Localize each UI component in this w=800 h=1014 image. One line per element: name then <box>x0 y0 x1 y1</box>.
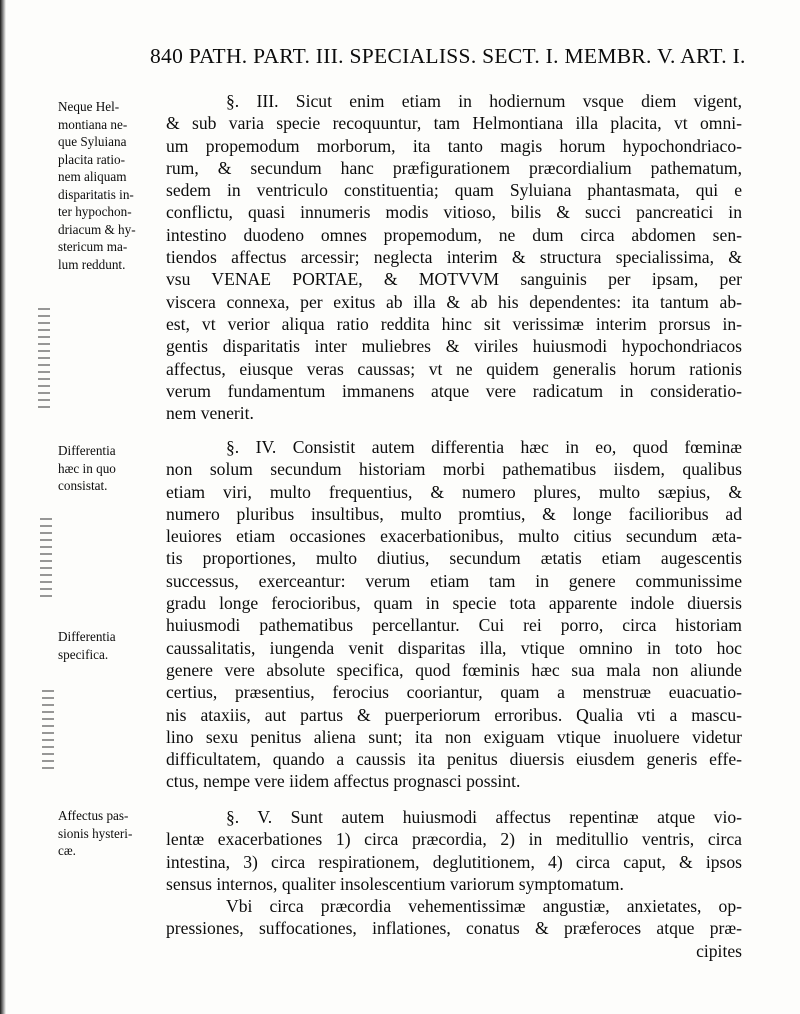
text-line: sedem in ventriculo constituentia; quam Syluiana phantasmata, qui e <box>166 180 742 201</box>
text-line: rum, & secundum hanc præfigurationem præcordialium pathematum, <box>166 157 742 178</box>
text-line: difficultatem, quando a caussis ita penitus diuersis eiusdem generis effe- <box>166 749 742 770</box>
paragraph-section-4 <box>166 436 742 793</box>
margin-note-differentia-specifica: Differentia specifica. <box>58 629 116 662</box>
catchword: cipites <box>696 940 742 961</box>
text-line: §. V. Sunt autem huiusmodi affectus repentinæ atque vio- <box>226 807 742 827</box>
text-line: genere vere absolute specifica, quod fœminis hæc sua mala non aliunde <box>166 659 742 680</box>
text-line: viscera connexa, per exitus ab illa & ab his dependentes: ita tantum ab- <box>166 291 742 312</box>
margin-note-differentia-haec: Differentia hæc in quo consistat. <box>58 443 116 493</box>
text-line: nis ataxiis, aut partus & puerperiorum erroribus. Qualia vti a mascu- <box>166 704 742 725</box>
text-line: Vbi circa præcordia vehementissimæ angustiæ, anxietates, op- <box>226 896 742 917</box>
text-line: intestino duodeno omnes propemodum, ne dum circa abdomen sen- <box>166 224 742 245</box>
text-line: tiendos affectus arcessir; neglecta interim & structura specialissima, & <box>166 247 742 268</box>
text-line: gentis disparitatis inter muliebres & viriles huiusmodi hypochondriacos <box>166 336 742 357</box>
paragraph-section-3 <box>166 90 742 424</box>
text-line: gradu longe ferocioribus, quam in specie tota apparente indole diuersis <box>166 593 742 614</box>
text-line: etiam viri, multo frequentius, & numero plures, multo sæpius, & <box>166 481 742 502</box>
text-line: pressiones, suffocationes, inflationes, conatus & præferoces atque præ- <box>166 918 742 939</box>
text-line: caussalitatis, iungenda venit disparitas illa, vtique omnino in toto hoc <box>166 637 742 658</box>
text-line: sensus internos, qualiter insolescentium variorum symptomatum. <box>166 873 624 894</box>
text-line: & sub varia specie recoquuntur, tam Helmontiana illa placita, vt omni- <box>166 113 742 134</box>
bleed-through-mark <box>42 690 54 770</box>
text-line: numero pluribus insultibus, multo promtius, & longe facilioribus ad <box>166 503 742 524</box>
text-line: lino sexu penitus aliena sunt; ita non exiguam vtique inuoluere videtur <box>166 726 742 747</box>
margin-note-affectus-passionis: Affectus pas- sionis hysteri- cæ. <box>58 808 133 858</box>
text-line: successus, exerceantur: verum etiam tam in genere communissime <box>166 570 742 591</box>
bleed-through-mark <box>40 518 52 598</box>
text-line: non solum secundum historiam morbi pathematibus iisdem, qualibus <box>166 459 742 480</box>
text-line: vsu VENAE PORTAE, & MOTVVM sanguinis per ipsam, per <box>166 269 742 290</box>
text-line: tis proportiones, multo diutius, secundum ætatis etiam augescentis <box>166 548 742 569</box>
text-line: certius, præsentius, ferocius cooriantur, quam a menstruæ euacuatio- <box>166 682 742 703</box>
text-line: leuiores etiam occasiones exacerbationibus, multo citius secundum æta- <box>166 526 742 547</box>
text-line: intestina, 3) circa respirationem, deglutitionem, 4) circa caput, & ipsos <box>166 851 742 872</box>
bleed-through-mark <box>38 308 50 408</box>
text-line: conflictu, quasi innumeris modis vitioso, bilis & succi pancreatici in <box>166 202 742 223</box>
text-line: affectus, eiusque veras caussas; vt ne quidem generalis horum rationis <box>166 358 742 379</box>
text-line: nem venerit. <box>166 403 254 424</box>
text-line: ctus, nempe vere iidem affectus prognasci possint. <box>166 771 521 792</box>
text-line: verum fundamentum immanens atque vere radicatum in consideratio- <box>166 380 742 401</box>
text-line: §. IV. Consistit autem differentia hæc in eo, quod fœminæ <box>226 437 742 457</box>
running-head: 840 PATH. PART. III. SPECIALISS. SECT. I. MEMBR. V. ART. I. <box>150 44 746 68</box>
text-line: lentæ exacerbationes 1) circa præcordia, 2) in meditullio ventris, circa <box>166 829 742 850</box>
text-line: um propemodum morborum, ita tanto magis horum hypochondriaco- <box>166 135 742 156</box>
text-line: est, vt verior aliqua ratio reddita hinc sit verissimæ interim prorsus in- <box>166 313 742 334</box>
paragraph-section-5 <box>166 806 742 962</box>
margin-note-neque-helmontiana: Neque Hel- montiana ne- que Syluiana placita ratio- nem aliquam disparitatis in- ter hypochon- driacum & hy- stericum ma- lum reddunt. <box>58 99 136 272</box>
text-line: §. III. Sicut enim etiam in hodiernum vsque diem vigent, <box>226 91 742 111</box>
text-line: huiusmodi pathematibus percellantur. Cui rei porro, circa historiam <box>166 615 742 636</box>
scan-edge <box>0 0 6 1014</box>
